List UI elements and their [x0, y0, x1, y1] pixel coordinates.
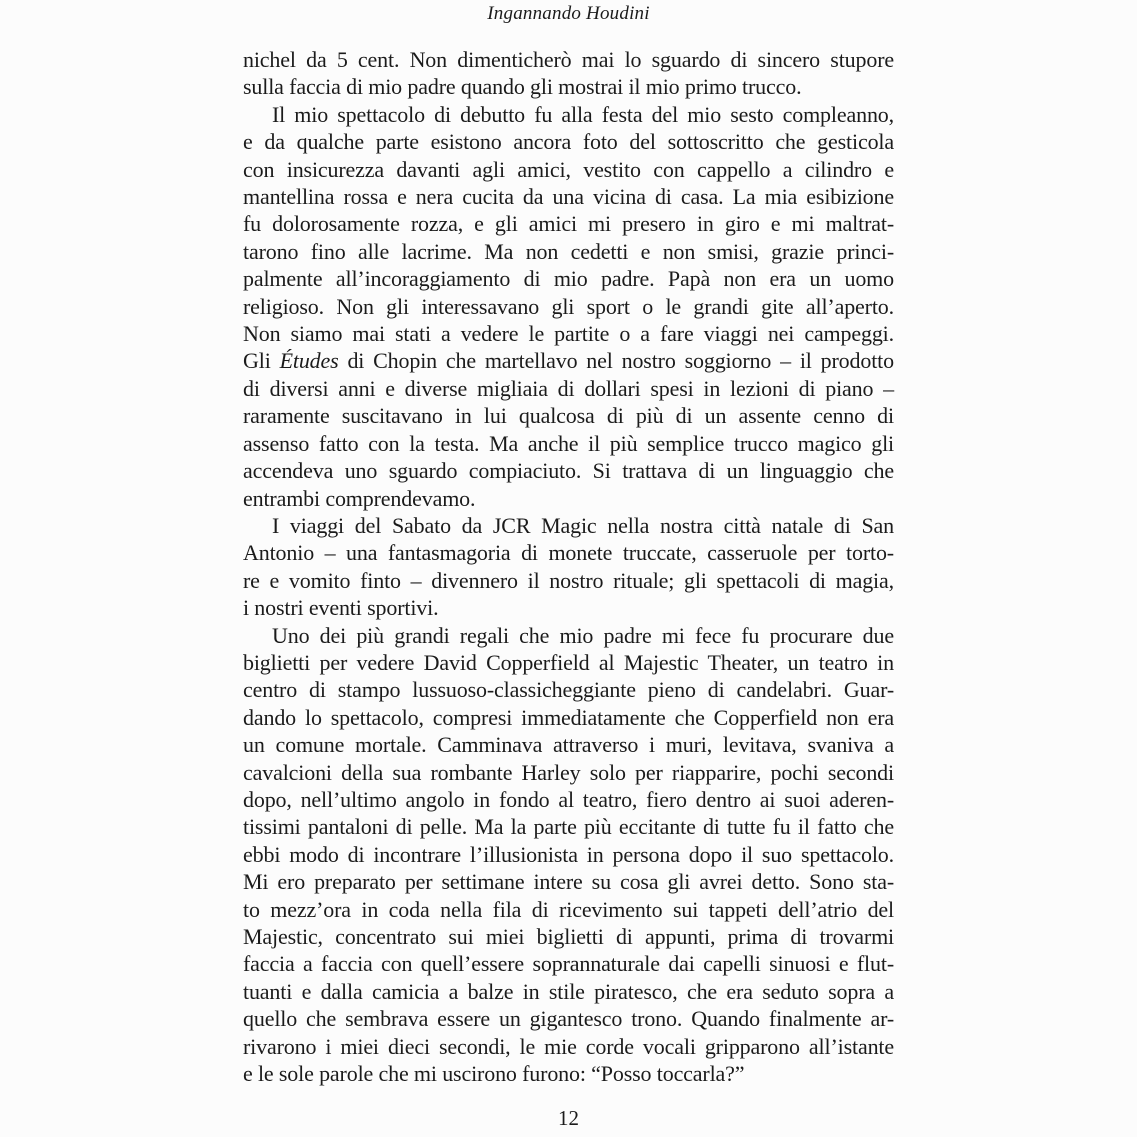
- text-line: Majestic, concentrato sui miei biglietti di appunti, prima di trovarmi: [243, 924, 894, 949]
- text-line: con insicurezza davanti agli amici, vestito con cappello a cilindro e: [243, 156, 894, 182]
- text-line: palmente all’incoraggiamento di mio padre. Papà non era un uomo: [243, 266, 894, 292]
- running-header: Ingannando Houdini: [487, 3, 650, 24]
- text-line: Il mio spettacolo di debutto fu alla festa del mio sesto compleanno,: [272, 101, 894, 127]
- paragraph: [243, 622, 894, 1088]
- text-line: Antonio – una fantasmagoria di monete truccate, casseruole per torto-: [243, 540, 894, 566]
- text-line: biglietti per vedere David Copperfield al Majestic Theater, un teatro in: [243, 649, 894, 675]
- text-line: [243, 347, 894, 374]
- text-line: sulla faccia di mio padre quando gli mostrai il mio primo trucco.: [243, 74, 802, 100]
- text-line: dopo, nell’ultimo angolo in fondo al teatro, fiero dentro ai suoi aderen-: [243, 786, 894, 812]
- text-line: dando lo spettacolo, compresi immediatamente che Copperfield non era: [243, 704, 894, 730]
- paragraph: [243, 101, 894, 512]
- page-number: 12: [558, 1106, 579, 1130]
- text-line: faccia a faccia con quell’essere soprannaturale dai capelli sinuosi e flut-: [243, 951, 894, 977]
- text-segment: Gli: [243, 348, 271, 374]
- text-line: to mezz’ora in coda nella fila di ricevimento sui tappeti dell’atrio del: [243, 896, 894, 922]
- text-line: cavalcioni della sua rombante Harley solo per riapparire, pochi secondi: [243, 759, 894, 785]
- italic-term: Études: [279, 348, 339, 374]
- text-line: centro di stampo lussuoso-classicheggiante pieno di candelabri. Guar-: [243, 677, 894, 703]
- text-line: I viaggi del Sabato da JCR Magic nella nostra città natale di San: [272, 512, 894, 538]
- text-line: religioso. Non gli interessavano gli sport o le grandi gite all’aperto.: [243, 293, 894, 319]
- text-line: mantellina rossa e nera cucita da una vicina di casa. La mia esibizione: [243, 184, 894, 210]
- text-line: e da qualche parte esistono ancora foto del sottoscritto che gesticola: [243, 129, 894, 155]
- text-line: entrambi comprendevamo.: [243, 485, 476, 511]
- text-line: tuanti e dalla camicia a balze in stile piratesco, che era seduto sopra a: [243, 978, 894, 1004]
- text-line: raramente suscitavano in lui qualcosa di più di un assente cenno di: [243, 403, 894, 429]
- text-segment: di Chopin che martellavo nel nostro soggiorno – il prodotto: [347, 348, 894, 374]
- text-line: quello che sembrava essere un gigantesco trono. Quando finalmente ar-: [243, 1006, 894, 1032]
- page-text: [243, 46, 894, 1087]
- paragraph: [243, 512, 894, 622]
- text-line: di diversi anni e diverse migliaia di dollari spesi in lezioni di piano –: [243, 375, 894, 401]
- text-line: Non siamo mai stati a vedere le partite o a fare viaggi nei campeggi.: [243, 321, 894, 347]
- text-line: tissimi pantaloni di pelle. Ma la parte più eccitante di tutte fu il fatto che: [243, 814, 894, 840]
- text-line: i nostri eventi sportivi.: [243, 595, 439, 621]
- text-line: e le sole parole che mi uscirono furono: “Posso toccarla?”: [243, 1061, 745, 1087]
- text-line: Mi ero preparato per settimane intere su cosa gli avrei detto. Sono sta-: [243, 869, 894, 895]
- text-line: ebbi modo di incontrare l’illusionista in persona dopo il suo spettacolo.: [243, 841, 894, 867]
- text-line: tarono fino alle lacrime. Ma non cedetti e non smisi, grazie princi-: [243, 238, 894, 264]
- paragraph: [243, 46, 894, 101]
- text-line: re e vomito finto – divennero il nostro rituale; gli spettacoli di magia,: [243, 567, 894, 593]
- text-line: rivarono i miei dieci secondi, le mie corde vocali gripparono all’istante: [243, 1033, 894, 1059]
- text-line: un comune mortale. Camminava attraverso i muri, levitava, svaniva a: [243, 732, 894, 758]
- text-line: assenso fatto con la testa. Ma anche il più semplice trucco magico gli: [243, 430, 894, 456]
- text-line: Uno dei più grandi regali che mio padre mi fece fu procurare due: [272, 622, 894, 648]
- text-line: accendeva uno sguardo compiaciuto. Si trattava di un linguaggio che: [243, 458, 894, 484]
- text-line: fu dolorosamente rozza, e gli amici mi presero in giro e mi maltrat-: [243, 211, 894, 237]
- text-line: nichel da 5 cent. Non dimenticherò mai lo sguardo di sincero stupore: [243, 47, 894, 72]
